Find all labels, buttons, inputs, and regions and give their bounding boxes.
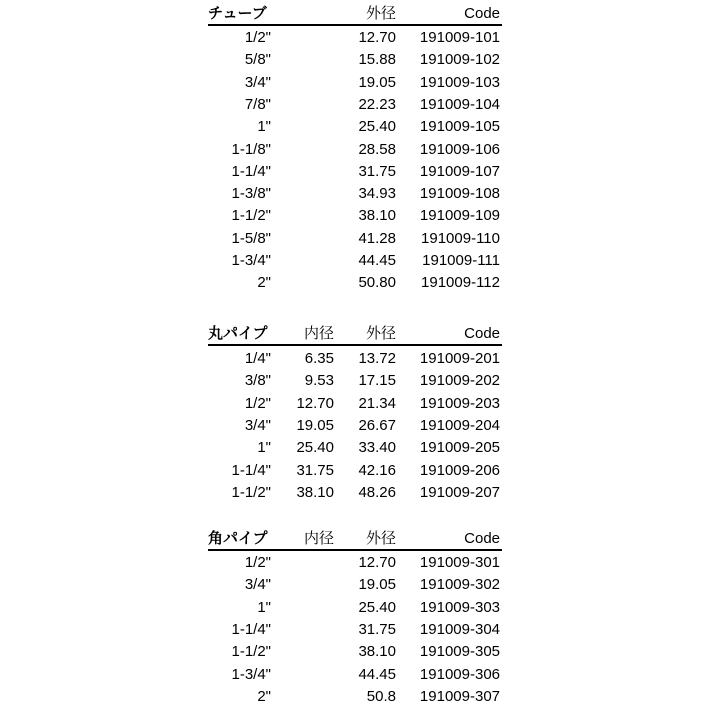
code-cell: 191009-203 <box>419 394 500 412</box>
outer-diameter-cell: 28.58 <box>358 140 396 158</box>
header-code: Code <box>464 530 500 547</box>
table-row <box>0 482 708 504</box>
code-cell: 191009-109 <box>419 207 500 225</box>
table-row <box>0 415 708 437</box>
outer-diameter-cell: 26.67 <box>358 416 396 434</box>
table-row <box>0 139 708 161</box>
code-cell: 191009-207 <box>419 483 500 501</box>
size-cell: 1/2" <box>244 29 271 46</box>
code-cell: 191009-104 <box>419 95 500 113</box>
code-cell: 191009-106 <box>419 140 500 158</box>
table-title: 角パイプ <box>208 530 268 547</box>
table-header <box>0 323 708 345</box>
table-header <box>0 528 708 550</box>
size-cell: 1" <box>257 439 271 457</box>
code-cell: 191009-105 <box>419 118 500 136</box>
size-cell: 5/8" <box>244 51 271 69</box>
outer-diameter-cell: 48.26 <box>358 483 396 501</box>
table-title: チューブ <box>208 5 267 22</box>
code-cell: 191009-111 <box>422 252 500 269</box>
code-cell: 191009-303 <box>419 598 500 616</box>
size-cell: 1-3/8" <box>231 185 271 203</box>
header-code: Code <box>464 325 500 342</box>
outer-diameter-cell: 41.28 <box>358 229 396 247</box>
table-row <box>0 27 708 49</box>
table-row <box>0 161 708 183</box>
table-row <box>0 49 708 71</box>
table-row <box>0 250 708 272</box>
outer-diameter-cell: 42.16 <box>358 461 396 479</box>
size-cell: 1/2" <box>244 554 271 571</box>
size-cell: 1-1/4" <box>231 620 271 638</box>
outer-diameter-cell: 15.88 <box>358 51 396 69</box>
size-cell: 1-3/4" <box>231 252 271 269</box>
outer-diameter-cell: 31.75 <box>358 620 396 638</box>
outer-diameter-cell: 34.93 <box>358 185 396 203</box>
code-cell: 191009-205 <box>419 439 500 457</box>
inner-diameter-cell: 12.70 <box>296 394 334 412</box>
code-cell: 191009-201 <box>419 350 500 367</box>
header-outer-diameter: 外径 <box>365 325 396 342</box>
size-cell: 1/2" <box>244 394 271 412</box>
size-cell: 3/8" <box>244 372 271 390</box>
header-outer-diameter: 外径 <box>365 530 396 547</box>
code-cell: 191009-102 <box>419 51 500 69</box>
code-cell: 191009-107 <box>419 162 500 180</box>
code-cell: 191009-305 <box>419 643 500 661</box>
table-row <box>0 72 708 94</box>
code-cell: 191009-101 <box>419 29 500 46</box>
code-cell: 191009-307 <box>419 687 500 705</box>
code-cell: 191009-301 <box>419 554 500 571</box>
table-row <box>0 228 708 250</box>
inner-diameter-cell: 38.10 <box>296 483 334 501</box>
code-cell: 191009-206 <box>419 461 500 479</box>
table-row <box>0 574 708 596</box>
table-row <box>0 664 708 686</box>
outer-diameter-cell: 38.10 <box>358 207 396 225</box>
code-cell: 191009-112 <box>421 274 500 292</box>
table-row <box>0 348 708 370</box>
size-cell: 1-1/4" <box>231 162 271 180</box>
size-cell: 1-1/4" <box>231 461 271 479</box>
outer-diameter-cell: 50.80 <box>358 274 396 292</box>
outer-diameter-cell: 25.40 <box>358 118 396 136</box>
header-inner-diameter: 内径 <box>303 325 334 342</box>
size-cell: 1-1/2" <box>231 207 271 225</box>
table-row <box>0 552 708 574</box>
size-cell: 1" <box>257 598 271 616</box>
table-row <box>0 393 708 415</box>
table-row <box>0 597 708 619</box>
size-cell: 1/4" <box>244 350 271 367</box>
inner-diameter-cell: 31.75 <box>296 461 334 479</box>
outer-diameter-cell: 31.75 <box>358 162 396 180</box>
table-title: 丸パイプ <box>208 325 268 342</box>
size-cell: 2" <box>257 687 271 705</box>
code-cell: 191009-304 <box>419 620 500 638</box>
size-cell: 2" <box>257 274 271 292</box>
header-rule <box>208 344 502 346</box>
size-cell: 3/4" <box>244 73 271 91</box>
code-cell: 191009-202 <box>419 372 500 390</box>
table-row <box>0 619 708 641</box>
code-cell: 191009-108 <box>419 185 500 203</box>
outer-diameter-cell: 50.8 <box>366 687 396 705</box>
code-cell: 191009-306 <box>419 665 500 683</box>
size-cell: 1-5/8" <box>231 229 271 247</box>
table-row <box>0 205 708 227</box>
inner-diameter-cell: 25.40 <box>296 439 334 457</box>
table-row <box>0 272 708 294</box>
outer-diameter-cell: 19.05 <box>358 576 396 594</box>
outer-diameter-cell: 25.40 <box>358 598 396 616</box>
outer-diameter-cell: 44.45 <box>358 252 396 269</box>
inner-diameter-cell: 19.05 <box>296 416 334 434</box>
size-cell: 1" <box>257 118 271 136</box>
inner-diameter-cell: 6.35 <box>304 350 334 367</box>
outer-diameter-cell: 12.70 <box>358 554 396 571</box>
size-cell: 1-1/2" <box>231 643 271 661</box>
inner-diameter-cell: 9.53 <box>304 372 334 390</box>
header-outer-diameter: 外径 <box>365 5 396 22</box>
outer-diameter-cell: 21.34 <box>358 394 396 412</box>
code-cell: 191009-302 <box>419 576 500 594</box>
size-cell: 7/8" <box>244 95 271 113</box>
table-row <box>0 686 708 708</box>
outer-diameter-cell: 33.40 <box>358 439 396 457</box>
table-row <box>0 370 708 392</box>
header-inner-diameter: 内径 <box>303 530 334 547</box>
header-rule <box>208 549 502 551</box>
table-row <box>0 641 708 663</box>
outer-diameter-cell: 13.72 <box>358 350 396 367</box>
size-cell: 1-1/8" <box>231 140 271 158</box>
code-cell: 191009-103 <box>419 73 500 91</box>
size-cell: 3/4" <box>244 416 271 434</box>
outer-diameter-cell: 17.15 <box>358 372 396 390</box>
table-row <box>0 116 708 138</box>
table-row <box>0 437 708 459</box>
code-cell: 191009-110 <box>421 229 500 247</box>
outer-diameter-cell: 19.05 <box>358 73 396 91</box>
code-cell: 191009-204 <box>419 416 500 434</box>
table-row <box>0 94 708 116</box>
header-rule <box>208 24 502 26</box>
table-row <box>0 460 708 482</box>
outer-diameter-cell: 22.23 <box>358 95 396 113</box>
outer-diameter-cell: 44.45 <box>358 665 396 683</box>
table-row <box>0 183 708 205</box>
size-cell: 1-1/2" <box>231 483 271 501</box>
size-cell: 1-3/4" <box>231 665 271 683</box>
header-code: Code <box>464 5 500 22</box>
outer-diameter-cell: 38.10 <box>358 643 396 661</box>
outer-diameter-cell: 12.70 <box>358 29 396 46</box>
table-header <box>0 3 708 25</box>
size-cell: 3/4" <box>244 576 271 594</box>
